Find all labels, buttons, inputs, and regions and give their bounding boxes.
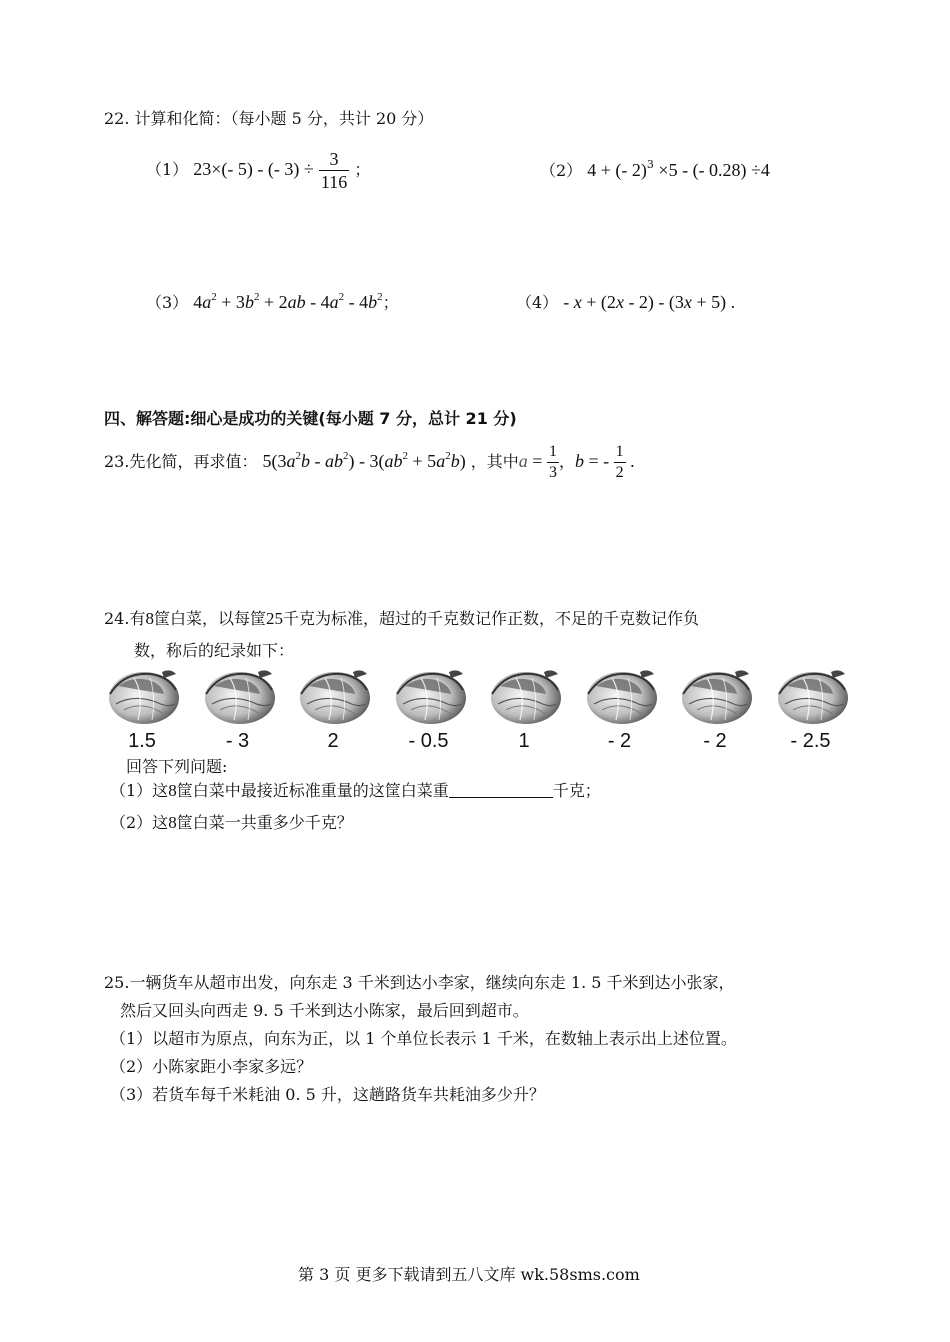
cabbage-image	[391, 664, 467, 726]
q22-part3-label: （3）	[146, 293, 189, 312]
q22-part1-frac-den: 116	[320, 172, 348, 192]
cabbage-value: 1	[518, 730, 530, 752]
cabbage-value: 2	[327, 730, 339, 752]
q23-mid: ，其中	[470, 452, 519, 471]
q22-part4	[516, 292, 735, 314]
q22-part2-expr-a: 4 + (- 2)	[587, 160, 647, 180]
q23-a-fraction	[547, 444, 559, 481]
cabbage-image	[295, 664, 371, 726]
q22-part1	[146, 150, 370, 191]
q24-line2: 数，称后的纪录如下：	[134, 641, 295, 660]
q25-sub2: （2）小陈家距小李家多远？	[110, 1057, 313, 1076]
q22-part3-expr: $4a^2 + 3b^2 + 2ab - 4a^2 - 4b^2$	[193, 291, 383, 312]
q25-line2: 然后又回头向西走 9. 5 千米到达小陈家，最后回到超市。	[120, 1001, 529, 1020]
cabbage-image	[582, 664, 658, 726]
q24-sub2-count: 8	[168, 813, 177, 832]
q24-sub2	[110, 812, 353, 834]
q23-a-frac-num: 1	[547, 444, 559, 463]
cabbage-value: - 3	[225, 730, 250, 752]
q25-sub1: （1）以超市为原点，向东为正，以 1 个单位长表示 1 千米，在数轴上表示出上述位置。	[110, 1029, 737, 1048]
q22-part4-label: （4）	[516, 293, 559, 312]
cabbage-image	[677, 664, 753, 726]
q24-sub1a: （1）这	[110, 781, 169, 800]
q24-count: 8	[145, 609, 154, 628]
q23-b-fraction	[614, 444, 626, 481]
q22-part3: （3） $4a^2 + 3b^2 + 2ab - 4a^2 - 4b^2$；	[146, 291, 399, 312]
q24-sub1b: 筐白菜中最接近标准重量的这筐白菜重	[176, 781, 449, 800]
q22-part1-fraction	[319, 150, 349, 191]
q24-standard: 25	[265, 609, 283, 628]
cabbage-value: - 0.5	[408, 730, 449, 752]
q22-part1-tail: ；	[354, 160, 371, 179]
q24-sub1-count: 8	[168, 781, 177, 800]
cabbage-image	[104, 664, 180, 726]
q24-answer-prompt: 回答下列问题:	[126, 757, 228, 776]
page-footer: 第 3 页 更多下载请到五八文库 wk.58sms.com	[298, 1265, 640, 1284]
section4-heading: 四、解答题:细心是成功的关键(每小题 7 分，总计 21 分)	[104, 409, 517, 428]
q23-expr: $5(3a^2b - ab^2) - 3(ab^2 + 5a^2b)$	[262, 450, 466, 471]
q22-part2-exp: 3	[646, 158, 654, 171]
q23-b-frac-den: 2	[615, 464, 624, 481]
q25-sub3: （3）若货车每千米耗油 0. 5 升，这趟路货车共耗油多少升？	[110, 1085, 545, 1104]
cabbage-image	[773, 664, 849, 726]
q22-part1-label: （1）	[146, 160, 189, 179]
q24-line1c: 千克为标准，超过的千克数记作正数，不足的千克数记作负	[282, 609, 699, 628]
q22-part1-frac-num: 3	[319, 150, 349, 171]
q22-heading: 22. 计算和化简：（每小题 5 分，共计 20 分）	[104, 109, 434, 128]
q22-part2	[540, 160, 770, 182]
q22-part2-label: （2）	[540, 161, 583, 180]
q24-sub1c: 千克；	[552, 781, 601, 800]
cabbage-value: - 2.5	[790, 730, 831, 752]
q24-line1b: 筐白菜，以每筐	[153, 609, 266, 628]
q24-sub1	[110, 780, 601, 802]
cabbage-value: - 2	[607, 730, 632, 752]
q23-prefix: 23.先化简，再求值：	[104, 452, 258, 471]
q24-line1a: 24.有	[104, 609, 146, 628]
q22-part1-expr: 23×(- 5) - (- 3) ÷	[193, 159, 314, 179]
q23: 23.先化简，再求值： $5(3a^2b - ab^2) - 3(ab^2 + 5a^2b)$ ，其中a = $\frac{1}{3}$ ，b = - $\frac{1}{2}$ .	[104, 443, 635, 481]
q22-part2-expr-b: ×5 - (- 0.28) ÷4	[653, 160, 770, 180]
q22-part4-expr: - x + (2x - 2) - (3x + 5) .	[563, 292, 736, 312]
q24-sub2b: 筐白菜一共重多少千克？	[176, 813, 353, 832]
answer-blank[interactable]	[449, 781, 553, 798]
q24-line1	[104, 608, 699, 630]
cabbage-value: 1.5	[128, 730, 156, 752]
cabbage-image	[200, 664, 276, 726]
q23-b-frac-num: 1	[614, 444, 626, 463]
q25-line1: 25.一辆货车从超市出发，向东走 3 千米到达小李家，继续向东走 1. 5 千米到达小张家，	[104, 973, 735, 992]
q24-sub2a: （2）这	[110, 813, 169, 832]
q23-a-frac-den: 3	[548, 464, 557, 481]
cabbage-image	[486, 664, 562, 726]
cabbage-value: - 2	[703, 730, 727, 752]
